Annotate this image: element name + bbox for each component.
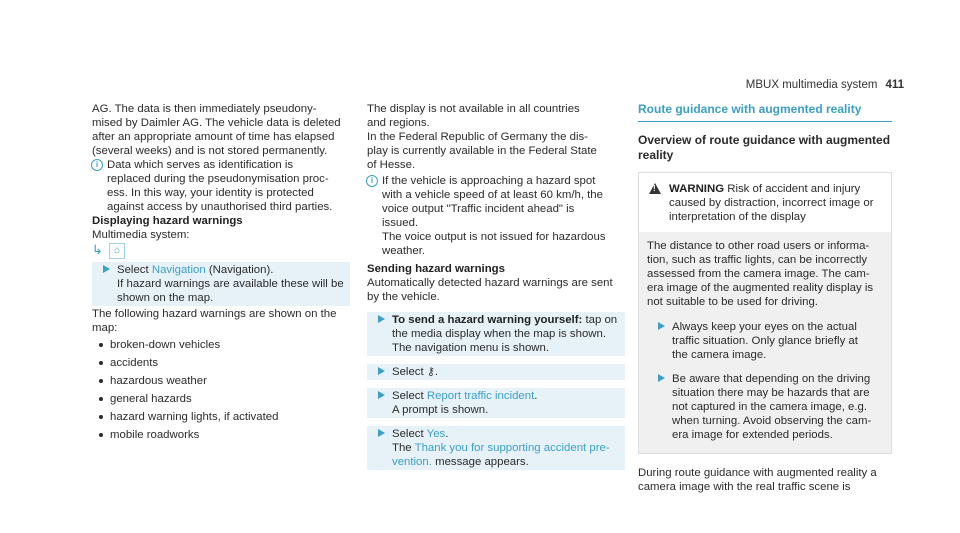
text-line: AG. The data is then immediately pseudony- (92, 103, 317, 115)
text-line: not captured in the camera image, e.g. (672, 401, 868, 413)
step-text: The (392, 442, 412, 454)
text-line: camera image with the real traffic scene is (638, 481, 851, 493)
text-line: A prompt is shown. (392, 404, 489, 416)
warning-body (639, 232, 891, 453)
list-item: mobile roadworks (92, 426, 350, 444)
step-arrow-icon (658, 322, 665, 330)
text-line: The display is not available in all countries (367, 103, 580, 115)
step-arrow-icon (378, 391, 385, 399)
text-line: interpretation of the display (669, 211, 806, 223)
home-icon: ⌂ (109, 243, 125, 259)
step-text: . (434, 366, 439, 378)
step-tap-media-display (367, 312, 625, 356)
step-text: tap on (582, 314, 618, 326)
intro-paragraph (92, 102, 350, 158)
list-item: hazardous weather (92, 372, 350, 390)
text-line: when turning. Avoid observing the cam- (672, 415, 872, 427)
text-line: During route guidance with augmented reality a (638, 467, 877, 479)
text-line: with a vehicle speed of at least 60 km/h, the (382, 189, 603, 201)
step-arrow-icon (103, 265, 110, 273)
text-line: (several weeks) and is not stored permanently. (92, 145, 328, 157)
yes-link[interactable]: Yes (426, 428, 446, 440)
text-line: Automatically detected hazard warnings are sent (367, 277, 613, 289)
step-text: Select (392, 390, 424, 402)
text-line: tion, such as traffic lights, can be incorrectly (647, 254, 868, 266)
column-middle (367, 102, 625, 478)
text-line: situation there may be hazards that are (672, 387, 870, 399)
display-paragraph (367, 102, 625, 172)
text-line: against access by unauthorised third parties. (107, 201, 333, 213)
text-line: traffic situation. Only glance briefly at (672, 335, 858, 347)
text-line: era image for extended periods. (672, 429, 833, 441)
column-left (92, 102, 350, 444)
hazard-report-icon[interactable]: ⚷ (426, 366, 435, 378)
info-note (92, 158, 350, 214)
text-line: The voice output is not issued for hazardous (382, 231, 606, 243)
thank-you-message-link: vention. (392, 456, 432, 468)
text-line: weather. (382, 245, 426, 257)
text-line: The following hazard warnings are shown on the (92, 308, 337, 320)
text-line: ess. In this way, your identity is protected (107, 187, 314, 199)
warning-step-be-aware (647, 371, 883, 443)
warning-label: WARNING (669, 183, 725, 195)
text-line: caused by distraction, incorrect image or (669, 197, 874, 209)
step-arrow-icon (378, 367, 385, 375)
manual-title: MBUX multimedia sy​stem (745, 79, 878, 91)
text-line: issued. (382, 217, 419, 229)
step-text: (Navigation). (208, 264, 274, 276)
text-line: Be aware that depending on the driving (672, 373, 871, 385)
text-line: The navigation menu is shown. (392, 342, 550, 354)
text-line: replaced during the pseudonymisation proc- (107, 173, 329, 185)
text-line: reality (638, 148, 674, 162)
text-line: and regions. (367, 117, 430, 129)
list-item: general hazards (92, 390, 350, 408)
warning-box (638, 172, 892, 454)
page-number: 411 (885, 79, 904, 91)
hazard-list (92, 336, 350, 444)
list-item: accidents (92, 354, 350, 372)
step-arrow-icon (658, 374, 665, 382)
step-text: Select (392, 428, 424, 440)
section-title: Route guidance with augmented reality (638, 102, 892, 122)
text-line: map: (92, 322, 118, 334)
menu-path (92, 243, 350, 259)
thank-you-message-link: Thank you for supporting accident pre- (414, 442, 610, 454)
step-report-traffic-incident (367, 388, 625, 418)
step-text: Select (117, 264, 149, 276)
info-note (367, 174, 625, 258)
info-icon: i (366, 175, 378, 187)
report-traffic-incident-link[interactable]: Report traffic incident (426, 390, 535, 402)
section-heading: Sending hazard warnings (367, 263, 505, 275)
info-icon: i (91, 159, 103, 171)
text-line: play is currently available in the Federal State (367, 145, 597, 157)
step-lead: To send a hazard warning yourself: (392, 314, 583, 326)
sending-paragraph (367, 276, 625, 304)
text-line: the camera image. (672, 349, 767, 361)
navigation-link[interactable]: Navigation (151, 264, 206, 276)
step-text: . (534, 390, 538, 402)
text-line: Risk of accident and injury (727, 183, 861, 195)
step-arrow-icon (378, 429, 385, 437)
text-line: Data which serves as identification is (107, 159, 294, 171)
list-item: hazard warning lights, if activated (92, 408, 350, 426)
text-line: If the vehicle is approaching a hazard spot (382, 175, 596, 187)
menu-path-label: Multimedia system: (92, 229, 190, 241)
step-select-yes (367, 426, 625, 470)
section-heading: Displaying hazard warnings (92, 215, 243, 227)
page-header (746, 78, 904, 92)
warning-header (639, 173, 891, 232)
step-text: Select (392, 366, 424, 378)
text-line: not suitable to be used for driving. (647, 296, 818, 308)
step-select-navigation (92, 262, 350, 306)
warning-icon (649, 183, 661, 194)
text-line: mised by Daimler AG. The vehicle data is deleted (92, 117, 341, 129)
path-arrow-icon: ↳ (92, 242, 103, 258)
list-item: broken-down vehicles (92, 336, 350, 354)
overview-heading (638, 133, 892, 163)
text-line: after an appropriate amount of time has elapsed (92, 131, 335, 143)
during-paragraph (638, 466, 892, 494)
text-line: Overview of route guidance with augmented (638, 133, 891, 147)
step-text: . (445, 428, 449, 440)
text-line: If hazard warnings are available these will be (117, 278, 344, 290)
text-line: shown on the map. (117, 292, 214, 304)
step-text: message appears. (435, 456, 529, 468)
step-arrow-icon (378, 315, 385, 323)
text-line: assessed from the camera image. The cam- (647, 268, 870, 280)
text-line: of Hesse. (367, 159, 416, 171)
text-line: era image of the augmented reality display is (647, 282, 874, 294)
warning-step-keep-eyes (647, 319, 883, 363)
column-right (638, 102, 892, 494)
text-line: by the vehicle. (367, 291, 440, 303)
text-line: the media display when the map is shown. (392, 328, 607, 340)
text-line: voice output "Traffic incident ahead" is (382, 203, 575, 215)
step-select-icon (367, 364, 625, 380)
following-paragraph (92, 307, 350, 335)
text-line: In the Federal Republic of Germany the dis- (367, 131, 588, 143)
text-line: Always keep your eyes on the actual (672, 321, 857, 333)
text-line: The distance to other road users or informa- (647, 240, 870, 252)
